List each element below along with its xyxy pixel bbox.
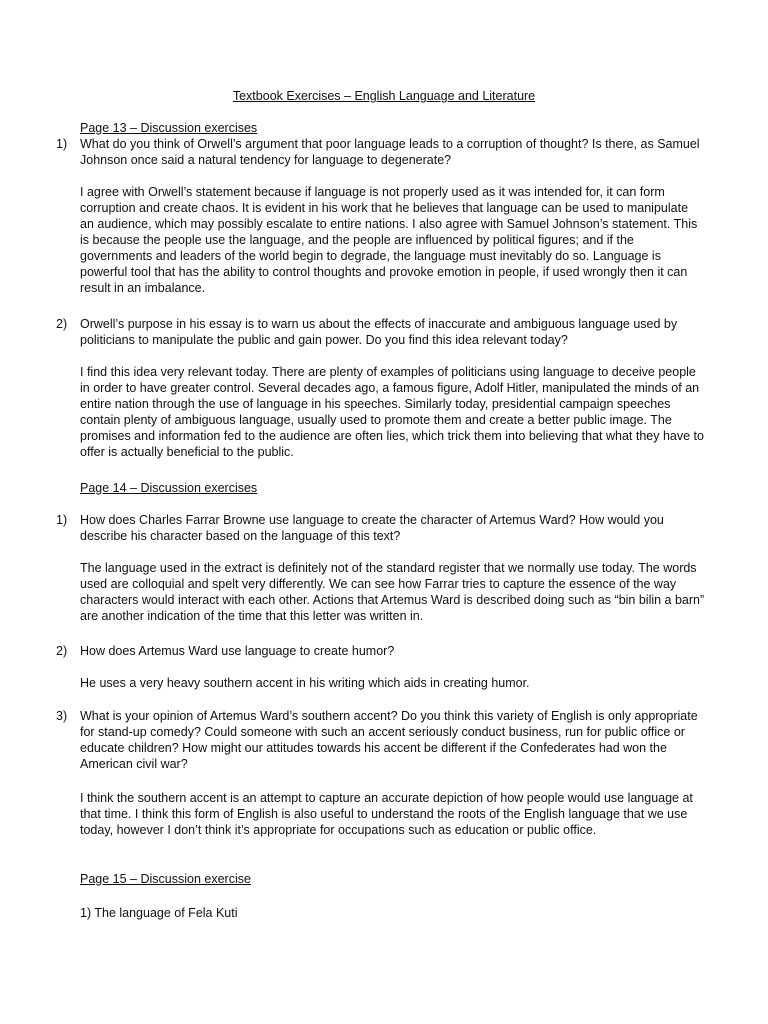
question-number: 2): [56, 644, 68, 658]
answer-text: The language used in the extract is definitely not of the standard register that we normally use today. The words used are colloquial and spelt very differently. We can see how Farrar tries to capture the essence of the way characters would interact with each other. Actions that Artemus Ward is described doing such as “bin bilin a barn” are another indication of the time that this letter was written in.: [80, 561, 705, 623]
question-text: How does Artemus Ward use language to create humor?: [80, 644, 395, 658]
question-text: What is your opinion of Artemus Ward’s southern accent? Do you think this variety of English is only appropriate for stand-up comedy? Could someone with such an accent seriously conduct business, run for public office or educate children? How might our attitudes towards his accent be different if the Confederates had won the American civil war?: [80, 709, 698, 771]
section-heading-page-14: Page 14 – Discussion exercises: [80, 481, 258, 495]
answer-text: He uses a very heavy southern accent in his writing which aids in creating humor.: [80, 676, 530, 690]
sub-item: 1) The language of Fela Kuti: [80, 906, 238, 920]
question-number: 1): [56, 513, 68, 527]
answer-text: I agree with Orwell’s statement because if language is not properly used as it was intended for, it can form corruption and create chaos. It is evident in his work that he believes that language can be used to manipulate an audience, which may possibly escalate to entire nations. I also agree with Samuel Johnson’s statement. This is because the people use the language, and the people are influenced by political figures; and if the governments and leaders of the world begin to degrade, the language must inevitably do so. Language is powerful tool that has the ability to control thoughts and provoke emotion in people, if used wrongly then it can result in an imbalance.: [80, 185, 698, 295]
section-heading-page-13: Page 13 – Discussion exercises: [80, 121, 258, 135]
section-heading-page-15: Page 15 – Discussion exercise: [80, 872, 251, 886]
document-title: Textbook Exercises – English Language and Literature: [232, 89, 536, 103]
question-number: 3): [56, 709, 68, 723]
question-text: How does Charles Farrar Browne use language to create the character of Artemus Ward? How would you describe his character based on the language of this text?: [80, 513, 664, 543]
question-text: What do you think of Orwell’s argument that poor language leads to a corruption of thought? Is there, as Samuel Johnson once said a natural tendency for language to degenerate?: [80, 137, 700, 167]
answer-text: I think the southern accent is an attempt to capture an accurate depiction of how people would use language at that time. I think this form of English is also useful to understand the roots of the English language that we use today, however I don’t think it’s appropriate for occupations such as education or public office.: [80, 791, 693, 837]
question-number: 2): [56, 317, 68, 331]
question-text: Orwell’s purpose in his essay is to warn us about the effects of inaccurate and ambiguous language used by politicians to manipulate the public and gain power. Do you find this idea relevant today?: [80, 317, 678, 347]
answer-text: I find this idea very relevant today. There are plenty of examples of politicians using language to deceive people in order to have greater control. Several decades ago, a famous figure, Adolf Hitler, manipulated the minds of an entire nation through the use of language in his speeches. Similarly today, presidential campaign speeches contain plenty of ambiguous language, usually used to promote them and create a better public image. The promises and information fed to the audience are often lies, which trick them into believing that what they have to offer is actually beneficial to the public.: [80, 365, 704, 459]
question-number: 1): [56, 137, 68, 151]
